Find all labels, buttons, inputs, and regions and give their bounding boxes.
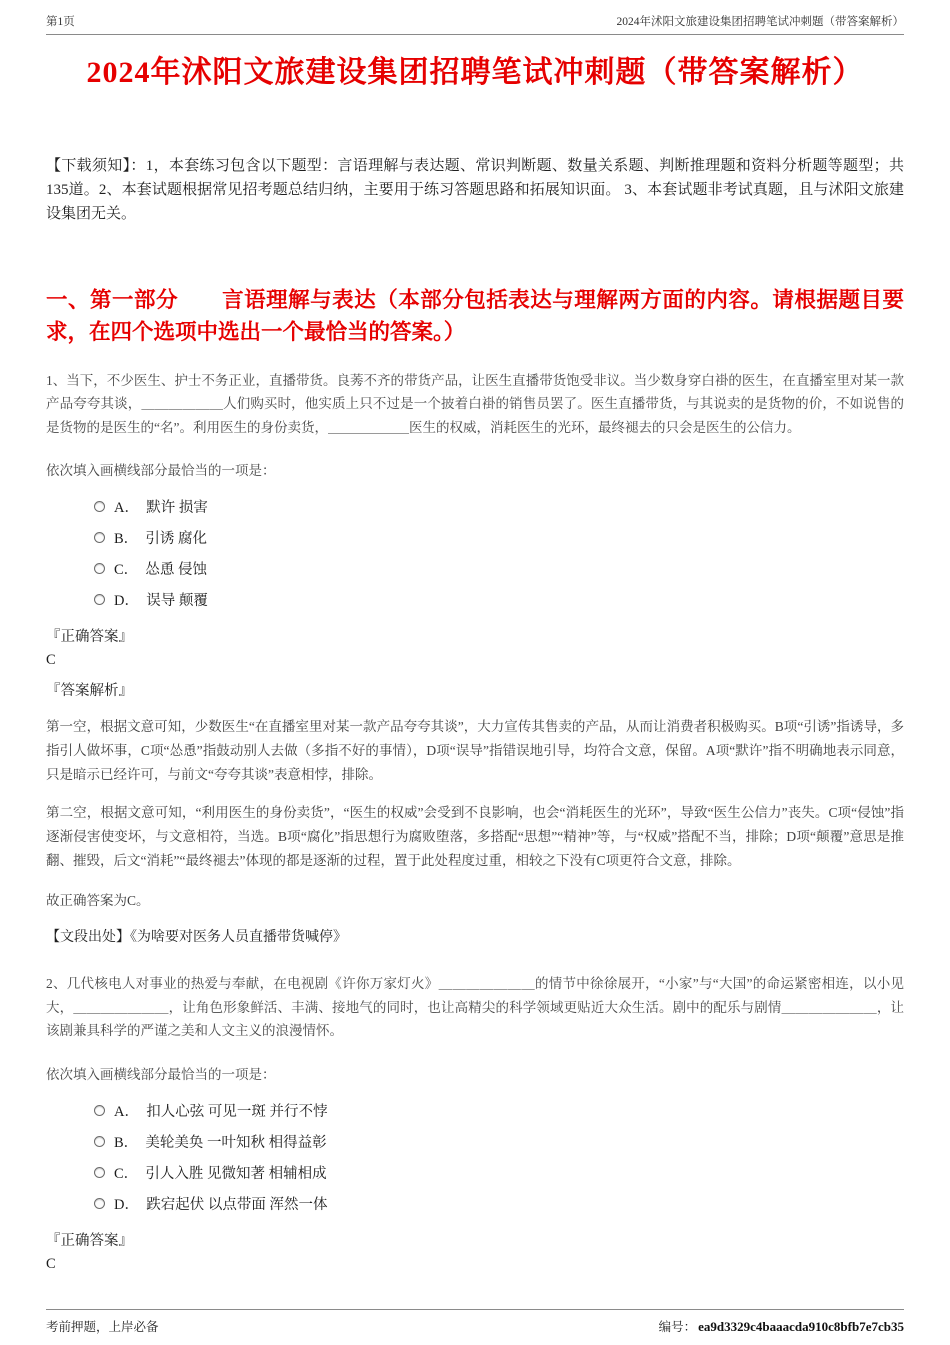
question-1-option-a-label: A． 默许 损害 [114,500,208,517]
question-2-stem: 2、几代核电人对事业的热爱与奉献，在电视剧《许你万家灯火》＿＿＿＿＿＿＿的情节中徐徐展开，“小家”与“大国”的命运紧密相连，以小见大，＿＿＿＿＿＿＿，让角色形象鲜活、丰满、接地气的同时，也让高精尖的科学领域更贴近大众生活。剧中的配乐与剧情＿＿＿＿＿＿＿，让该剧兼具科学的严谨之美和人文主义的浪漫情怀。 [46,976,904,1039]
question-1-analysis-label: 『答案解析』 [46,683,133,700]
question-1-option-a[interactable] [94,491,904,522]
radio-button-icon[interactable] [94,594,105,605]
header-doc-title: 2024年沭阳文旅建设集团招聘笔试冲刺题（带答案解析） [616,16,904,28]
question-1-option-c-label: C． 怂恿 侵蚀 [114,562,208,579]
question-1-option-b-label: B． 引诱 腐化 [114,531,208,548]
question-2-option-b-label: B． 美轮美奂 一叶知秋 相得益彰 [114,1135,327,1151]
question-1-option-d-label: D． 误导 颠覆 [114,593,208,610]
radio-button-icon[interactable] [94,1198,105,1209]
question-2-option-d-label: D． 跌宕起伏 以点带面 浑然一体 [114,1197,328,1213]
footer-code-label: 编号： [658,1320,697,1334]
page-footer [46,1309,904,1335]
download-notice: 【下载须知】：1，本套练习包含以下题型：言语理解与表达题、常识判断题、数量关系题、判断推理题和资料分析题等题型；共135道。2、本套试题根据常见招考题总结归纳，主要用于练习答题思路和拓展知识面。 3、本套试题非考试真题，且与沭阳文旅建设集团无关。 [46,158,904,222]
question-1-source: 【文段出处】《为啥要对医务人员直播带货喊停》 [46,930,347,946]
question-2-option-d[interactable] [94,1188,904,1219]
radio-button-icon[interactable] [94,1105,105,1116]
section-heading: 一、第一部分 言语理解与表达（本部分包括表达与理解两方面的内容。请根据题目要求，在四个选项中选出一个最恰当的答案。） [46,288,904,345]
question-1-option-c[interactable] [94,553,904,584]
question-2-options [94,1095,904,1219]
radio-button-icon[interactable] [94,532,105,543]
question-2-option-c[interactable] [94,1157,904,1188]
page-header [46,0,904,35]
radio-button-icon[interactable] [94,563,105,574]
question-2 [46,972,904,1273]
question-1-analysis-paragraph-1: 第一空，根据文意可知，少数医生“在直播室里对某一款产品夸夸其谈”，大力宣传其售卖的产品，从而让消费者积极购买。B项“引诱”指诱导，多指引人做坏事，C项“怂恿”指鼓动别人去做（多指不好的事情），D项“误导”指错误地引导，均符合文意，保留。A项“默许”指不明确地表示同意，只是暗示已经许可，与前文“夸夸其谈”表意相悖，排除。 [46,719,904,782]
question-1-options [94,491,904,615]
radio-button-icon[interactable] [94,1167,105,1178]
footer-slogan: 考前押题，上岸必备 [46,1320,159,1334]
footer-code-value: ea9d3329c4baaacda910c8bfb7e7cb35 [698,1319,904,1334]
question-1-correct-answer-value: C [46,652,56,669]
question-2-prompt: 依次填入画横线部分最恰当的一项是： [46,1067,276,1082]
question-1-analysis-paragraph-2: 第二空，根据文意可知，“利用医生的身份卖货”，“医生的权威”会受到不良影响，也会“消耗医生的光环”，导致“医生公信力”丧失。C项“侵蚀”指逐渐侵害使变坏，与文意相符，当选。B项“腐化”指思想行为腐败堕落，多搭配“思想”“精神”等，与“权威”搭配不当，排除；D项“颠覆”意思是推翻、摧毁，后文“消耗”“最终褪去”体现的都是逐渐的过程，置于此处程度过重，相较之下没有C项更符合文意，排除。 [46,805,904,868]
question-1-conclusion: 故正确答案为C。 [46,893,150,909]
radio-button-icon[interactable] [94,1136,105,1147]
question-1-correct-answer-label: 『正确答案』 [46,629,133,646]
question-2-correct-answer-label: 『正确答案』 [46,1233,133,1249]
question-2-option-a[interactable] [94,1095,904,1126]
document-title: 2024年沭阳文旅建设集团招聘笔试冲刺题（带答案解析） [86,56,864,89]
question-2-option-c-label: C． 引人入胜 见微知著 相辅相成 [114,1166,327,1182]
question-1-option-b[interactable] [94,522,904,553]
question-2-option-b[interactable] [94,1126,904,1157]
page-number: 第1页 [46,16,75,28]
footer-document-code [659,1317,904,1335]
question-1-stem: 1、当下，不少医生、护士不务正业，直播带货。良莠不齐的带货产品，让医生直播带货饱受非议。当少数身穿白褂的医生，在直播室里对某一款产品夸夸其谈，＿＿＿＿＿＿人们购买时，他实质上只不过是一个披着白褂的销售员罢了。医生直播带货，与其说卖的是货物的价，不如说售的是货物的是医生的“名”。利用医生的身份卖货，＿＿＿＿＿＿医生的权威，消耗医生的光环，最终褪去的只会是医生的公信力。 [46,372,904,435]
question-1-prompt: 依次填入画横线部分最恰当的一项是： [46,463,276,479]
question-2-correct-answer-value: C [46,1256,56,1272]
question-1-option-d[interactable] [94,584,904,615]
question-2-option-a-label: A． 扣人心弦 可见一斑 并行不悖 [114,1104,328,1120]
radio-button-icon[interactable] [94,501,105,512]
question-1 [46,369,904,947]
